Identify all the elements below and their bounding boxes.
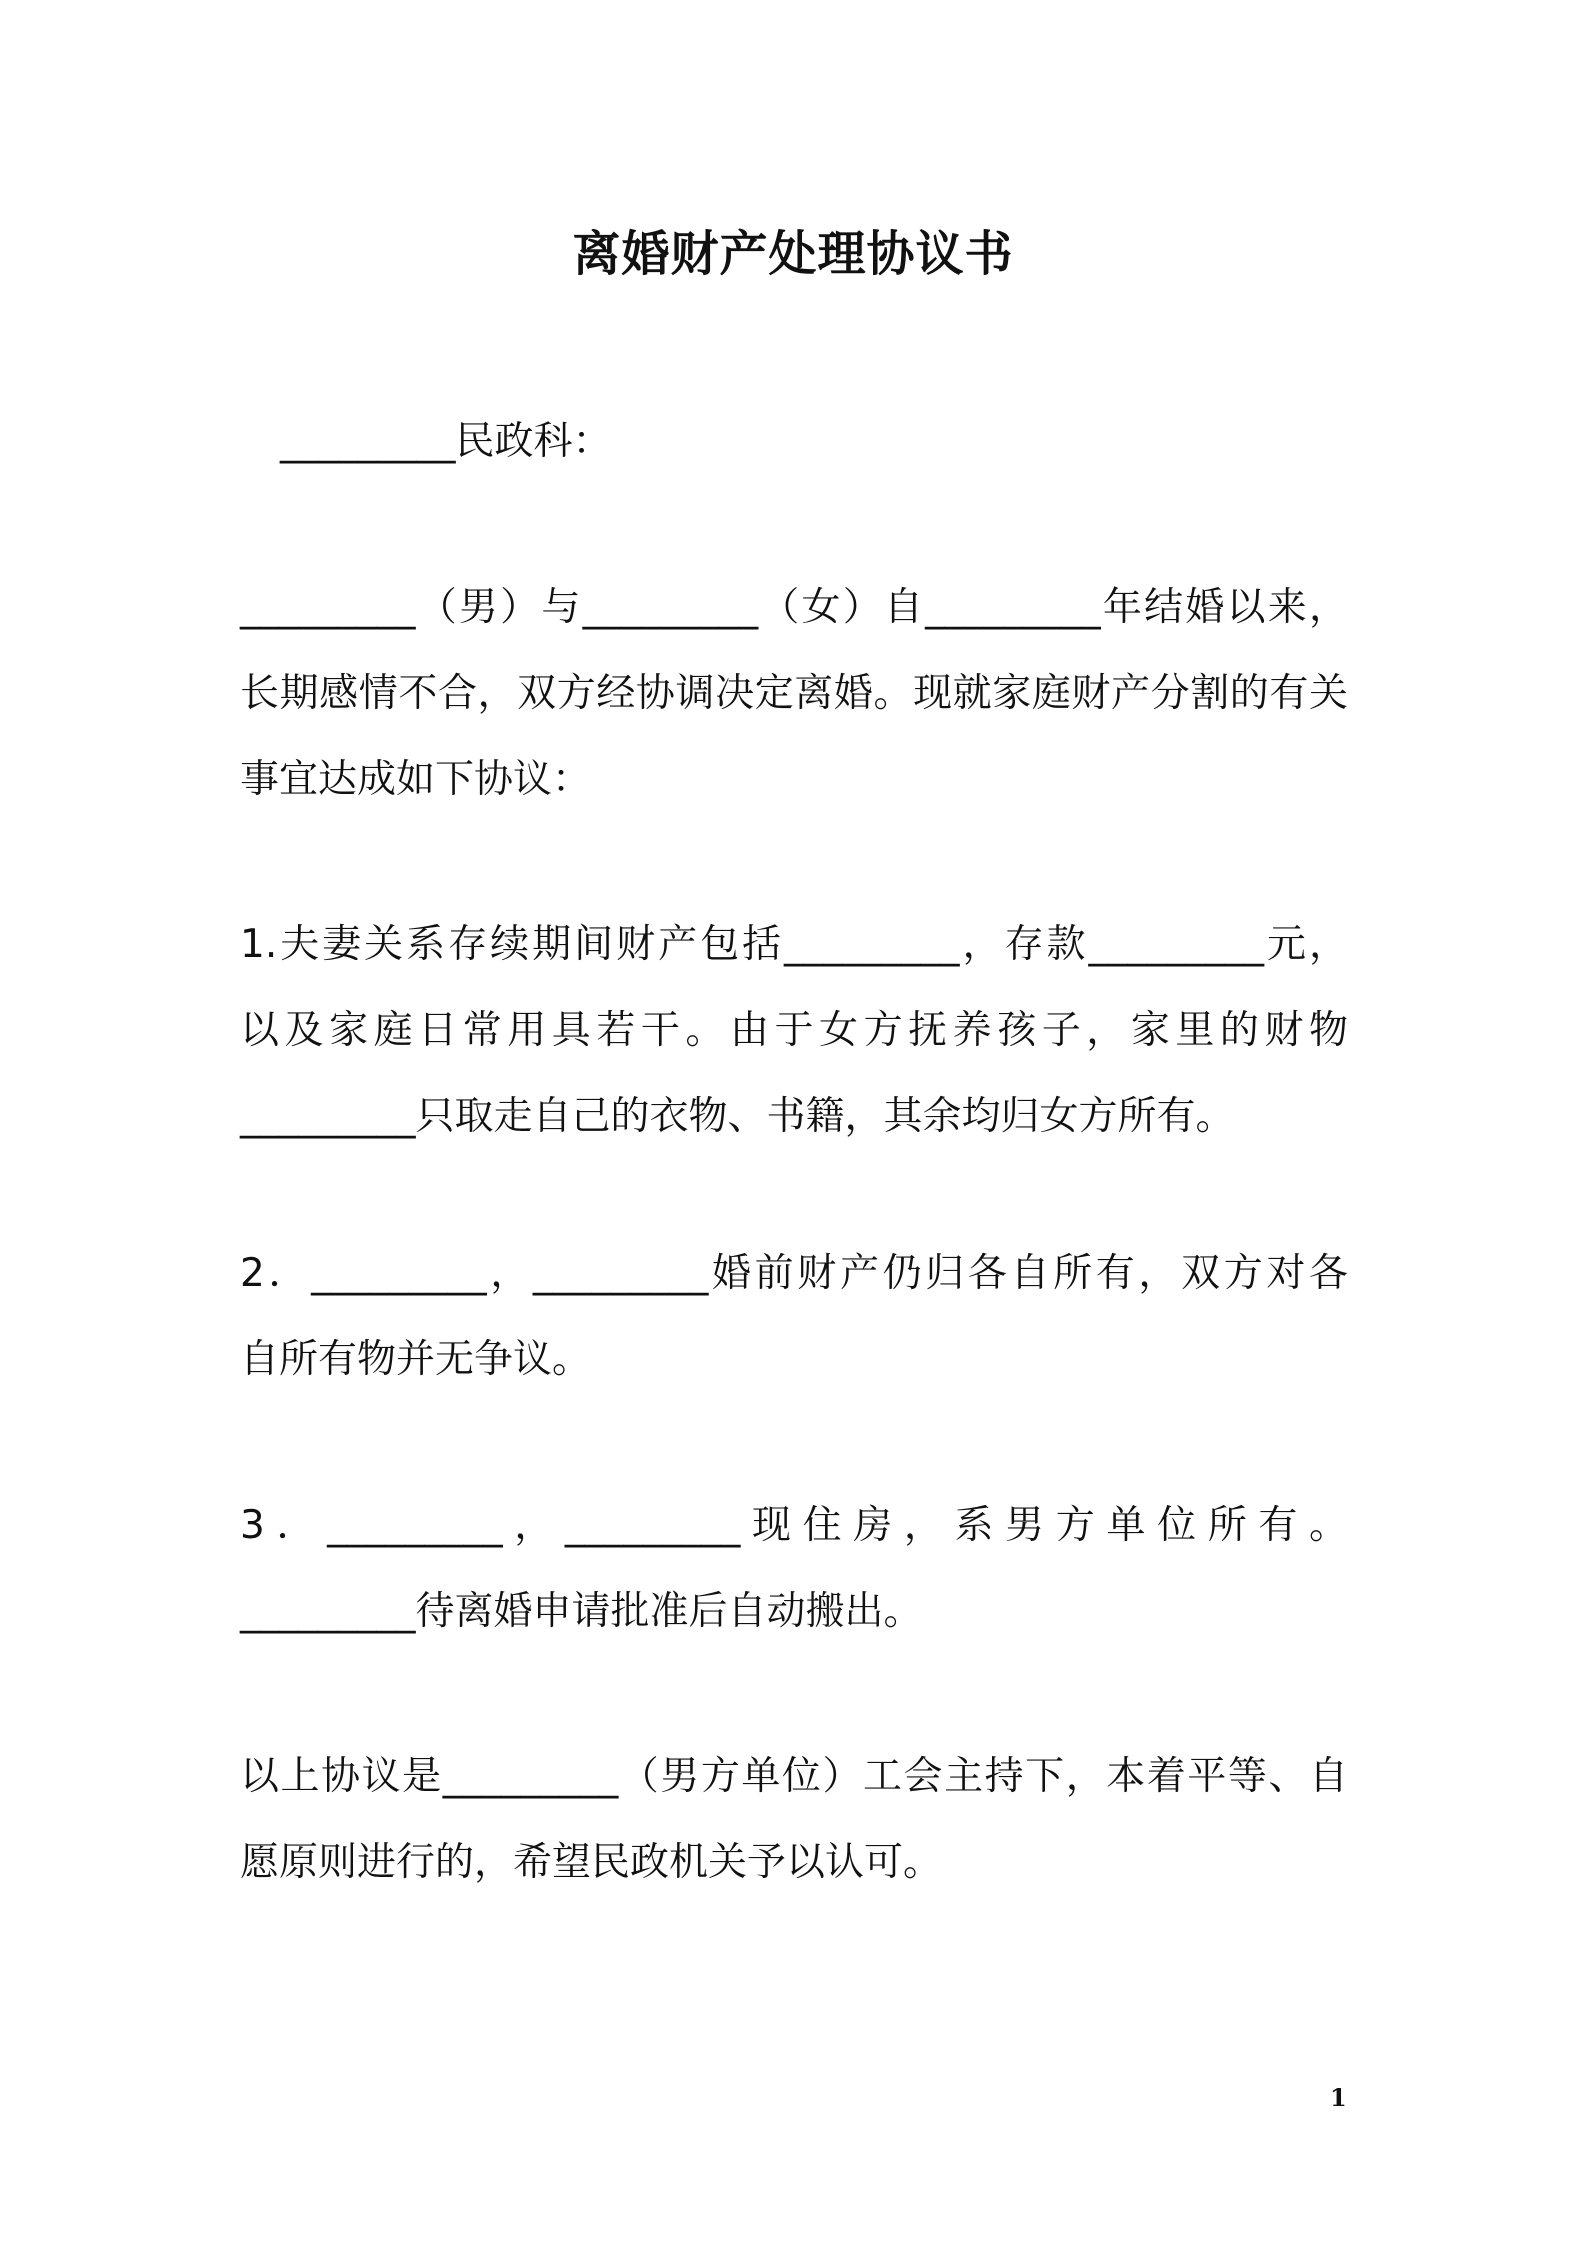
- clause-3-line-2: _________待离婚申请批准后自动搬出。: [240, 1589, 923, 1634]
- clause-1-line-2: 以及家庭日常用具若干。由于女方抚养孩子，家里的财物: [240, 1008, 1348, 1053]
- page-number: 1: [1330, 2083, 1347, 2112]
- clause-1-line-1: 1.夫妻关系存续期间财产包括_________，存款_________元，: [240, 922, 1348, 967]
- clause-2-line-2: 自所有物并无争议。: [240, 1337, 592, 1382]
- closing-paragraph: [240, 1734, 1348, 1906]
- closing-line-1: 以上协议是_________（男方单位）工会主持下，本着平等、自: [240, 1754, 1348, 1799]
- closing-line-2: 愿原则进行的，希望民政机关予以认可。: [240, 1840, 943, 1885]
- intro-line-2: 长期感情不合，双方经协调决定离婚。现就家庭财产分割的有关: [240, 671, 1348, 716]
- document-title: 离婚财产处理协议书: [572, 226, 1014, 282]
- clause-3-paragraph: [240, 1483, 1348, 1655]
- clause-2-paragraph: [240, 1231, 1348, 1403]
- addressee-line: _________民政科：: [280, 419, 612, 464]
- clause-3-line-1: 3．_________，_________现住房，系男方单位所有。: [240, 1503, 1348, 1548]
- clause-1-line-3: _________只取走自己的衣物、书籍，其余均归女方所有。: [240, 1094, 1235, 1139]
- intro-line-3: 事宜达成如下协议：: [240, 757, 592, 802]
- intro-line-1: _________（男）与_________（女）自_________年结婚以来，: [240, 585, 1348, 630]
- clause-1-paragraph: [240, 902, 1348, 1160]
- clause-2-line-1: 2．_________，_________婚前财产仍归各自所有，双方对各: [240, 1251, 1348, 1296]
- intro-paragraph: [240, 565, 1348, 823]
